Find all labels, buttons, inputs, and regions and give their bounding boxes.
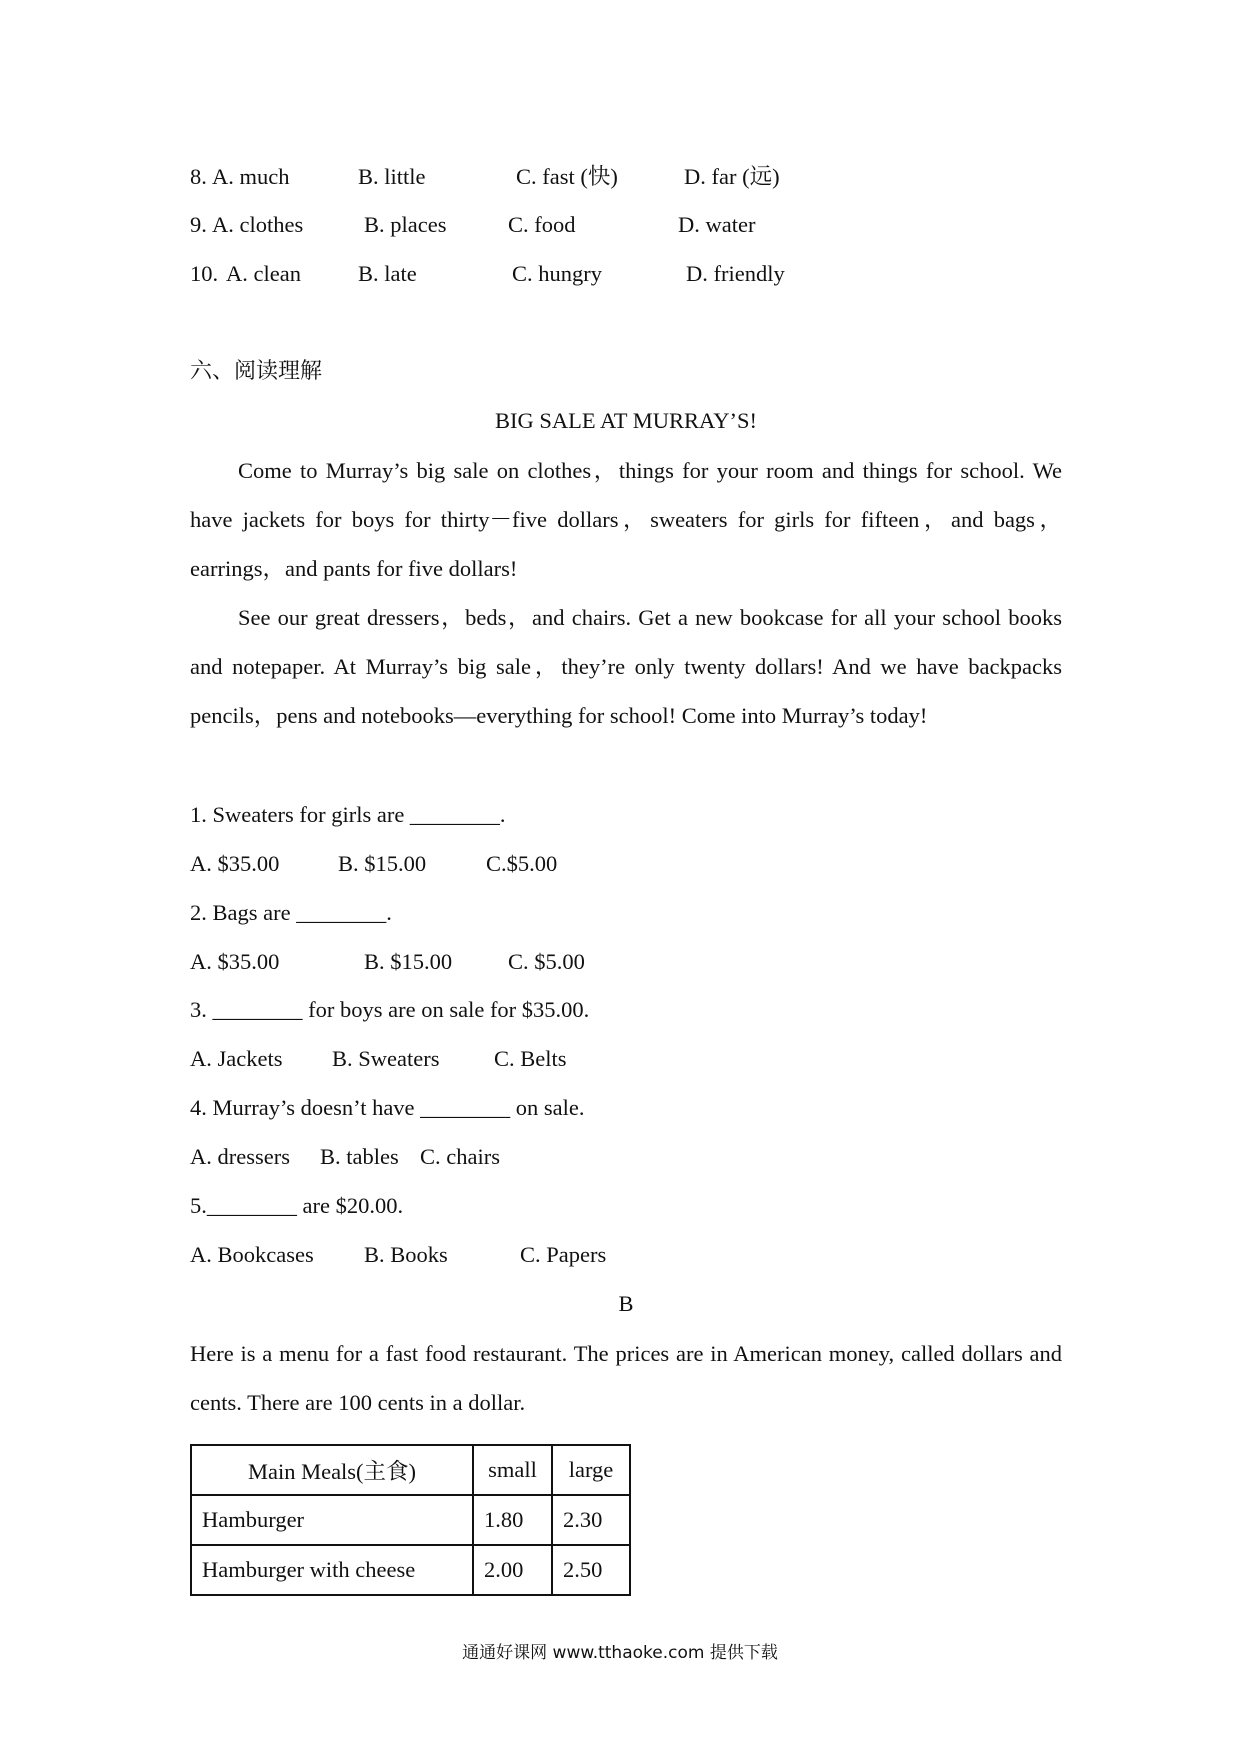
table-cell: 1.80 <box>473 1495 552 1545</box>
answer-option: C.$5.00 <box>486 851 558 876</box>
passage-a-paragraph-2 <box>190 593 1062 740</box>
section-heading: 六、阅读理解 <box>190 359 323 384</box>
table-row <box>191 1545 630 1595</box>
option-b: B. late <box>358 261 417 286</box>
answer-option: C. $5.00 <box>508 949 585 974</box>
paragraph-text: Come to Murray’s big sale on clothes，things for your room and things for school. We have jackets for boys for thirty－five dollars，sweaters for girls for fifteen，and bags，earrings，and pants for five dollars! <box>190 458 1062 581</box>
option-b: B. little <box>358 164 426 189</box>
table-cell: 2.00 <box>473 1545 552 1595</box>
option-d: D. friendly <box>686 261 785 286</box>
option-a: A. much <box>212 164 290 189</box>
answer-option: B. Sweaters <box>332 1046 440 1071</box>
table-header-row <box>191 1445 630 1495</box>
answer-option: C. Belts <box>494 1046 567 1071</box>
answer-option: B. Books <box>364 1242 448 1267</box>
option-number: 8. <box>190 164 207 189</box>
option-c: C. food <box>508 212 576 237</box>
answer-option: A. Jackets <box>190 1046 283 1071</box>
option-d: D. far (远) <box>684 164 780 189</box>
option-d: D. water <box>678 212 756 237</box>
table-header-cell: Main Meals(主食) <box>191 1445 473 1495</box>
table-cell: 2.50 <box>552 1545 630 1595</box>
table-header-cell: small <box>473 1445 552 1495</box>
option-a: A. clean <box>226 261 301 286</box>
table-header-cell: large <box>552 1445 630 1495</box>
table-cell: Hamburger with cheese <box>191 1545 473 1595</box>
question-1: 1. Sweaters for girls are ________. <box>190 802 506 827</box>
answer-option: B. tables <box>320 1144 399 1169</box>
table-row <box>191 1495 630 1545</box>
option-number: 9. <box>190 212 207 237</box>
paragraph-text: See our great dressers，beds，and chairs. Get a new bookcase for all your school books and notepaper. At Murray’s big sale，they’re only twenty dollars! And we have backpacks pencils，pens and notebooks—everything for school! Come into Murray’s today! <box>190 605 1062 728</box>
table-cell: 2.30 <box>552 1495 630 1545</box>
answer-option: B. $15.00 <box>364 949 453 974</box>
question-4: 4. Murray’s doesn’t have ________ on sale. <box>190 1095 585 1120</box>
passage-a-title: BIG SALE AT MURRAY’S! <box>495 408 757 433</box>
answer-option: B. $15.00 <box>338 851 427 876</box>
answer-option: A. $35.00 <box>190 851 280 876</box>
passage-b-label: B <box>618 1291 634 1316</box>
page-footer: 通通好课网 www.tthaoke.com 提供下载 <box>462 1643 778 1663</box>
option-a: A. clothes <box>212 212 304 237</box>
answer-option: A. Bookcases <box>190 1242 314 1267</box>
table-cell: Hamburger <box>191 1495 473 1545</box>
passage-a-paragraph-1 <box>190 446 1062 593</box>
option-number: 10. <box>190 261 219 286</box>
question-3: 3. ________ for boys are on sale for $35.00. <box>190 997 590 1022</box>
menu-table <box>190 1444 631 1596</box>
option-c: C. fast (快) <box>516 164 618 189</box>
passage-b-intro: Here is a menu for a fast food restaurant. The prices are in American money, called dollars and cents. There are 100 cents in a dollar. <box>190 1341 1062 1415</box>
option-b: B. places <box>364 212 447 237</box>
option-c: C. hungry <box>512 261 602 286</box>
answer-option: C. Papers <box>520 1242 607 1267</box>
question-5: 5.________ are $20.00. <box>190 1193 404 1218</box>
answer-option: C. chairs <box>420 1144 500 1169</box>
question-2: 2. Bags are ________. <box>190 900 392 925</box>
answer-option: A. $35.00 <box>190 949 280 974</box>
answer-option: A. dressers <box>190 1144 290 1169</box>
